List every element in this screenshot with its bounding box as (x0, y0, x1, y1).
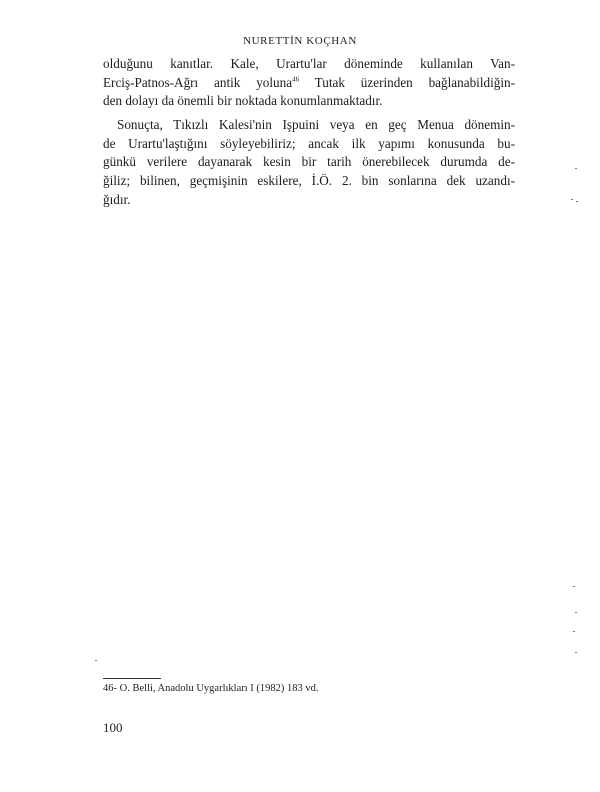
footnote: 46- O. Belli, Anadolu Uygarlıkları I (1982) 183 vd. (103, 683, 319, 694)
paragraph-2 (103, 116, 515, 210)
footnote-separator (103, 678, 161, 679)
footnote-reference: 46 (292, 75, 300, 84)
paragraph-1 (103, 55, 515, 111)
scan-speck (573, 631, 575, 632)
running-head: NURETTİN KOÇHAN (243, 35, 357, 47)
paragraph-1-line-3: den dolayı da önemli bir noktada konumlanmaktadır. (103, 93, 383, 109)
paragraph-2-line-3: günkü verilere dayanarak kesin bir tarih önerebilecek durumda de- (103, 154, 515, 170)
scan-speck (576, 201, 578, 202)
paragraph-1-line-2-rest: Tutak üzerinden bağlanabildiğin- (299, 74, 516, 90)
paragraph-2-line-1: Sonuçta, Tıkızlı Kalesi'nin Işpuini veya en geç Menua dönemin- (117, 117, 515, 132)
paragraph-1-line-1: olduğunu kanıtlar. Kale, Urartu'lar döneminde kullanılan Van- (103, 56, 515, 71)
scan-speck (575, 652, 577, 653)
scan-speck (575, 612, 577, 613)
scan-speck (571, 199, 573, 200)
paragraph-1-line-2 (103, 74, 515, 93)
scan-speck (573, 586, 575, 587)
paragraph-2-line-4: ğiliz; bilinen, geçmişinin eskilere, İ.Ö. 2. bin sonlarına dek uzandı- (103, 173, 515, 189)
scan-speck (95, 660, 97, 661)
paragraph-1-line-2-text: Erciş-Patnos-Ağrı antik yoluna (103, 74, 293, 90)
scan-speck (575, 168, 577, 169)
paragraph-2-line-2: de Urartu'laştığını söyleyebiliriz; ancak ilk yapımı konusunda bu- (103, 135, 515, 151)
paragraph-2-line-5: ğıdır. (103, 191, 131, 207)
page-number: 100 (103, 720, 123, 735)
